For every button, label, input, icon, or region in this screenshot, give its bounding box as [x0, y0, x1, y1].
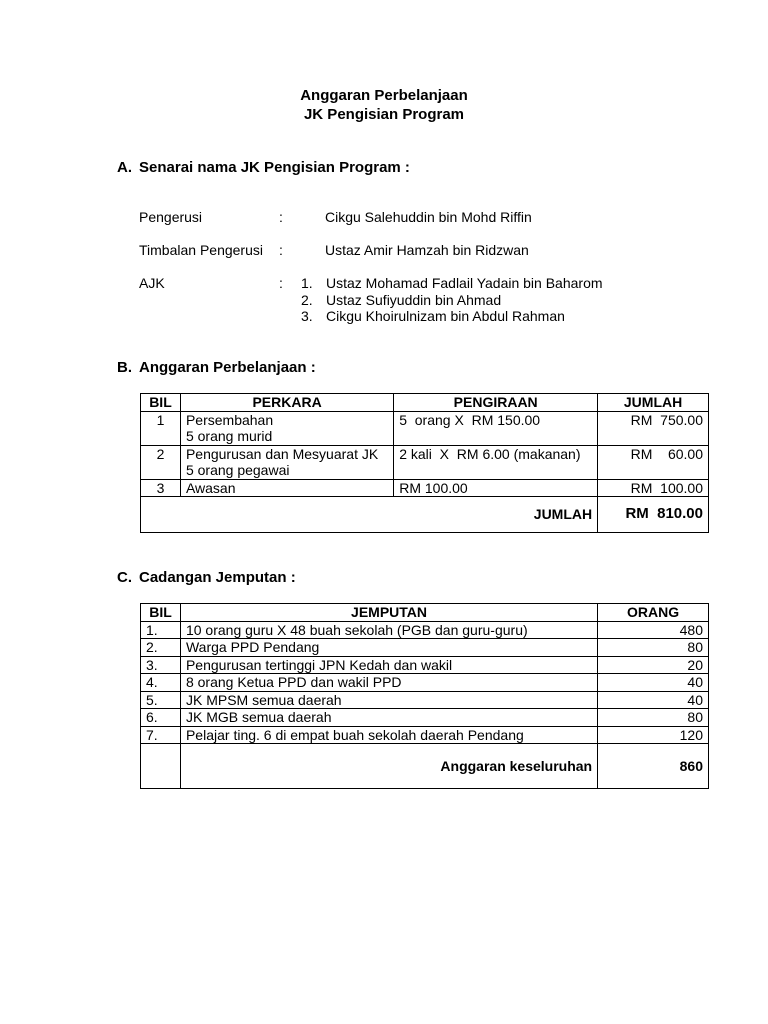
row-orang: 40: [598, 674, 709, 692]
role-label-ajk: AJK: [139, 275, 165, 291]
row-bil: 7.: [141, 726, 181, 744]
ajk-member-name: Cikgu Khoirulnizam bin Abdul Rahman: [326, 308, 565, 324]
section-b-heading: [117, 359, 316, 376]
column-header-pengiraan: PENGIRAAN: [394, 394, 598, 412]
row-pengiraan: 2 kali X RM 6.00 (makanan): [394, 445, 598, 479]
role-name-pengerusi: Cikgu Salehuddin bin Mohd Riffin: [325, 209, 532, 225]
table-row: [141, 621, 709, 639]
row-jemputan: 8 orang Ketua PPD dan wakil PPD: [180, 674, 597, 692]
row-orang: 80: [598, 709, 709, 727]
table-row: [141, 691, 709, 709]
row-bil: 5.: [141, 691, 181, 709]
row-bil: 6.: [141, 709, 181, 727]
invitation-table: [140, 603, 709, 789]
empty-cell: [141, 744, 181, 789]
row-pengiraan: RM 100.00: [394, 479, 598, 497]
ajk-member-name: Ustaz Mohamad Fadlail Yadain bin Baharom: [326, 275, 603, 291]
row-bil: 2: [141, 445, 181, 479]
section-c-heading: [117, 569, 296, 586]
section-b-title: Anggaran Perbelanjaan :: [139, 359, 316, 376]
table-row: [141, 726, 709, 744]
table-row: [141, 709, 709, 727]
row-jemputan: JK MPSM semua daerah: [180, 691, 597, 709]
row-bil: 3: [141, 479, 181, 497]
row-orang: 40: [598, 691, 709, 709]
invitation-table-header: [141, 604, 709, 622]
section-a-heading: [117, 159, 410, 176]
row-perkara: Awasan: [180, 479, 393, 497]
column-header-jemputan: JEMPUTAN: [180, 604, 597, 622]
row-jemputan: 10 orang guru X 48 buah sekolah (PGB dan guru-guru): [180, 621, 597, 639]
row-orang: 480: [598, 621, 709, 639]
row-jemputan: Pelajar ting. 6 di empat buah sekolah daerah Pendang: [180, 726, 597, 744]
perkara-line-2: 5 orang pegawai: [185, 462, 290, 478]
ajk-member-number: 1.: [301, 275, 313, 291]
column-header-perkara: PERKARA: [180, 394, 393, 412]
document-title-line-2: JK Pengisian Program: [303, 106, 465, 123]
row-orang: 20: [598, 656, 709, 674]
column-header-orang: ORANG: [598, 604, 709, 622]
section-a-title: Senarai nama JK Pengisian Program :: [139, 159, 410, 176]
row-jumlah: RM 60.00: [598, 445, 709, 479]
ajk-member-number: 3.: [301, 308, 313, 324]
role-colon: :: [279, 209, 283, 225]
total-value: 860: [598, 744, 709, 789]
role-label-timbalan: Timbalan Pengerusi: [139, 242, 263, 258]
row-bil: 3.: [141, 656, 181, 674]
budget-table-header: [141, 394, 709, 412]
row-pengiraan: 5 orang X RM 150.00: [394, 411, 598, 445]
table-row: [141, 674, 709, 692]
column-header-jumlah: JUMLAH: [598, 394, 709, 412]
row-bil: 1.: [141, 621, 181, 639]
table-row: [141, 639, 709, 657]
section-c-title: Cadangan Jemputan :: [139, 569, 296, 586]
role-colon: :: [279, 242, 283, 258]
section-c-letter: C.: [117, 569, 132, 586]
role-label-pengerusi: Pengerusi: [139, 209, 203, 225]
row-jemputan: JK MGB semua daerah: [180, 709, 597, 727]
total-label: Anggaran keseluruhan: [180, 744, 597, 789]
table-row: [141, 656, 709, 674]
column-header-bil: BIL: [141, 604, 181, 622]
row-perkara: [180, 411, 393, 445]
table-row: [141, 479, 709, 497]
row-perkara: [180, 445, 393, 479]
row-orang: 80: [598, 639, 709, 657]
perkara-line-2: 5 orang murid: [185, 428, 273, 444]
perkara-line-1: Persembahan: [185, 411, 274, 428]
row-bil: 2.: [141, 639, 181, 657]
table-row: [141, 445, 709, 479]
role-colon: :: [279, 275, 283, 291]
budget-total-row: [141, 497, 709, 533]
section-a-letter: A.: [117, 159, 132, 176]
total-label: JUMLAH: [141, 497, 598, 533]
row-orang: 120: [598, 726, 709, 744]
invitation-total-row: [141, 744, 709, 789]
row-jemputan: Warga PPD Pendang: [180, 639, 597, 657]
ajk-member-name: Ustaz Sufiyuddin bin Ahmad: [326, 292, 502, 308]
row-bil: 1: [141, 411, 181, 445]
row-bil: 4.: [141, 674, 181, 692]
budget-table: [140, 393, 709, 533]
row-jumlah: RM 100.00: [598, 479, 709, 497]
section-b-letter: B.: [117, 359, 132, 376]
column-header-bil: BIL: [141, 394, 181, 412]
table-row: [141, 411, 709, 445]
row-jemputan: Pengurusan tertinggi JPN Kedah dan wakil: [180, 656, 597, 674]
perkara-line-1: Pengurusan dan Mesyuarat JK: [185, 445, 379, 462]
row-jumlah: RM 750.00: [598, 411, 709, 445]
role-name-timbalan: Ustaz Amir Hamzah bin Ridzwan: [325, 242, 529, 258]
total-value: RM 810.00: [598, 497, 709, 533]
ajk-member-number: 2.: [301, 292, 313, 308]
document-title-line-1: Anggaran Perbelanjaan: [300, 87, 468, 104]
